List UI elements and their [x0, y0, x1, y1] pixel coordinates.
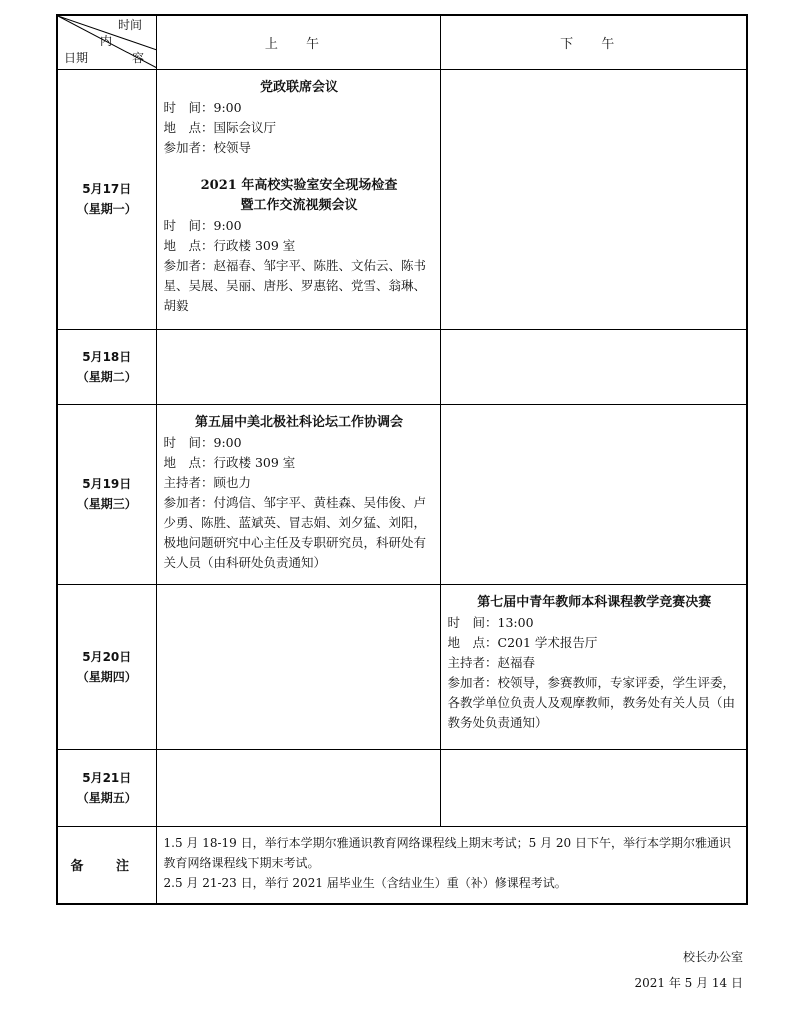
day-row-fri: [57, 749, 747, 826]
afternoon-header: 下 午: [440, 15, 747, 69]
event-title: 第七届中青年教师本科课程教学竞赛决赛: [477, 594, 712, 610]
event-title: 2021 年高校实验室安全现场检查: [200, 177, 398, 193]
weekday-label: （星期五）: [76, 790, 137, 805]
fri-afternoon-cell: [440, 749, 747, 826]
event-time: 时 间：13:00: [447, 614, 534, 630]
event-place: 地 点：行政楼 309 室: [163, 237, 296, 253]
date-cell: [57, 329, 156, 404]
wed-afternoon-cell: [440, 404, 747, 584]
weekday-label: （星期一）: [76, 202, 137, 216]
notes-label: 备 注: [57, 826, 156, 904]
note-item: 1.5 月 18-19 日，举行本学期尔雅通识教育网络课程线上期末考试；5 月 20 日下午，举行本学期尔雅通识教育网络课程线下期末考试。: [163, 835, 731, 870]
notes-row: [57, 826, 747, 904]
date-cell: [57, 69, 156, 329]
diag-date-label: 日期: [64, 51, 89, 65]
thu-morning-cell: [156, 584, 440, 749]
issue-date: 2021 年 5 月 14 日: [634, 976, 743, 990]
note-item: 2.5 月 21-23 日，举行 2021 届毕业生（含结业生）重（补）修课程考试。: [163, 875, 567, 890]
notes-cell: [156, 826, 747, 904]
diagonal-header-cell: [57, 15, 156, 69]
event-place: 地 点：国际会议厅: [163, 119, 277, 135]
issuing-office: 校长办公室: [682, 950, 743, 964]
event-participants: 参加者：赵福春、邹宇平、陈胜、文佑云、陈书星、吴展、吴丽、唐彤、罗惠铭、党雪、翁琳、胡毅: [163, 257, 427, 313]
date-label: 5月21日: [82, 770, 132, 785]
day-row-wed: [57, 404, 747, 584]
mon-afternoon-cell: [440, 69, 747, 329]
morning-header: 上 午: [156, 15, 440, 69]
weekday-label: （星期三）: [76, 497, 137, 511]
date-cell: [57, 584, 156, 749]
event-time: 时 间：9:00: [163, 434, 242, 450]
date-label: 5月17日: [82, 182, 132, 196]
date-label: 5月18日: [82, 349, 132, 364]
weekday-label: （星期二）: [76, 369, 137, 384]
event-title: 第五届中美北极社科论坛工作协调会: [194, 414, 403, 430]
event-participants: 参加者：校领导，参赛教师，专家评委，学生评委，各教学单位负责人及观摩教师，教务处有关人员（由教务处负责通知）: [447, 674, 736, 730]
tue-morning-cell: [156, 329, 440, 404]
day-row-tue: [57, 329, 747, 404]
date-cell: [57, 749, 156, 826]
date-label: 5月19日: [82, 477, 132, 491]
tue-afternoon-cell: [440, 329, 747, 404]
date-cell: [57, 404, 156, 584]
date-label: 5月20日: [82, 649, 132, 664]
diag-content-label-1: 内: [100, 34, 113, 48]
day-row-mon: [57, 69, 747, 329]
event-participants: 参加者：校领导: [163, 139, 252, 155]
event-title: 党政联席会议: [259, 79, 338, 95]
fri-morning-cell: [156, 749, 440, 826]
thu-afternoon-cell: [440, 584, 747, 749]
diag-content-label-2: 容: [132, 51, 145, 65]
mon-morning-cell: [156, 69, 440, 329]
event-host: 主持者：顾也力: [163, 474, 252, 490]
event-time: 时 间：9:00: [163, 217, 242, 233]
event-title-line-2: 暨工作交流视频会议: [240, 197, 358, 213]
wed-morning-cell: [156, 404, 440, 584]
weekly-schedule-table: [56, 14, 748, 905]
event-participants: 参加者：付鸿信、邹宇平、黄桂森、吴伟俊、卢少勇、陈胜、蓝斌英、冒志娟、刘夕猛、刘阳，极地问题研究中心主任及专职研究员，科研处有关人员（由科研处负责通知）: [163, 494, 427, 570]
day-row-thu: [57, 584, 747, 749]
event-place: 地 点：行政楼 309 室: [163, 454, 296, 470]
event-time: 时 间：9:00: [163, 99, 242, 115]
event-place: 地 点：C201 学术报告厅: [447, 634, 598, 650]
weekday-label: （星期四）: [76, 669, 137, 684]
event-host: 主持者：赵福春: [447, 654, 536, 670]
diag-time-label: 时间: [118, 18, 143, 32]
header-row: [57, 15, 747, 69]
